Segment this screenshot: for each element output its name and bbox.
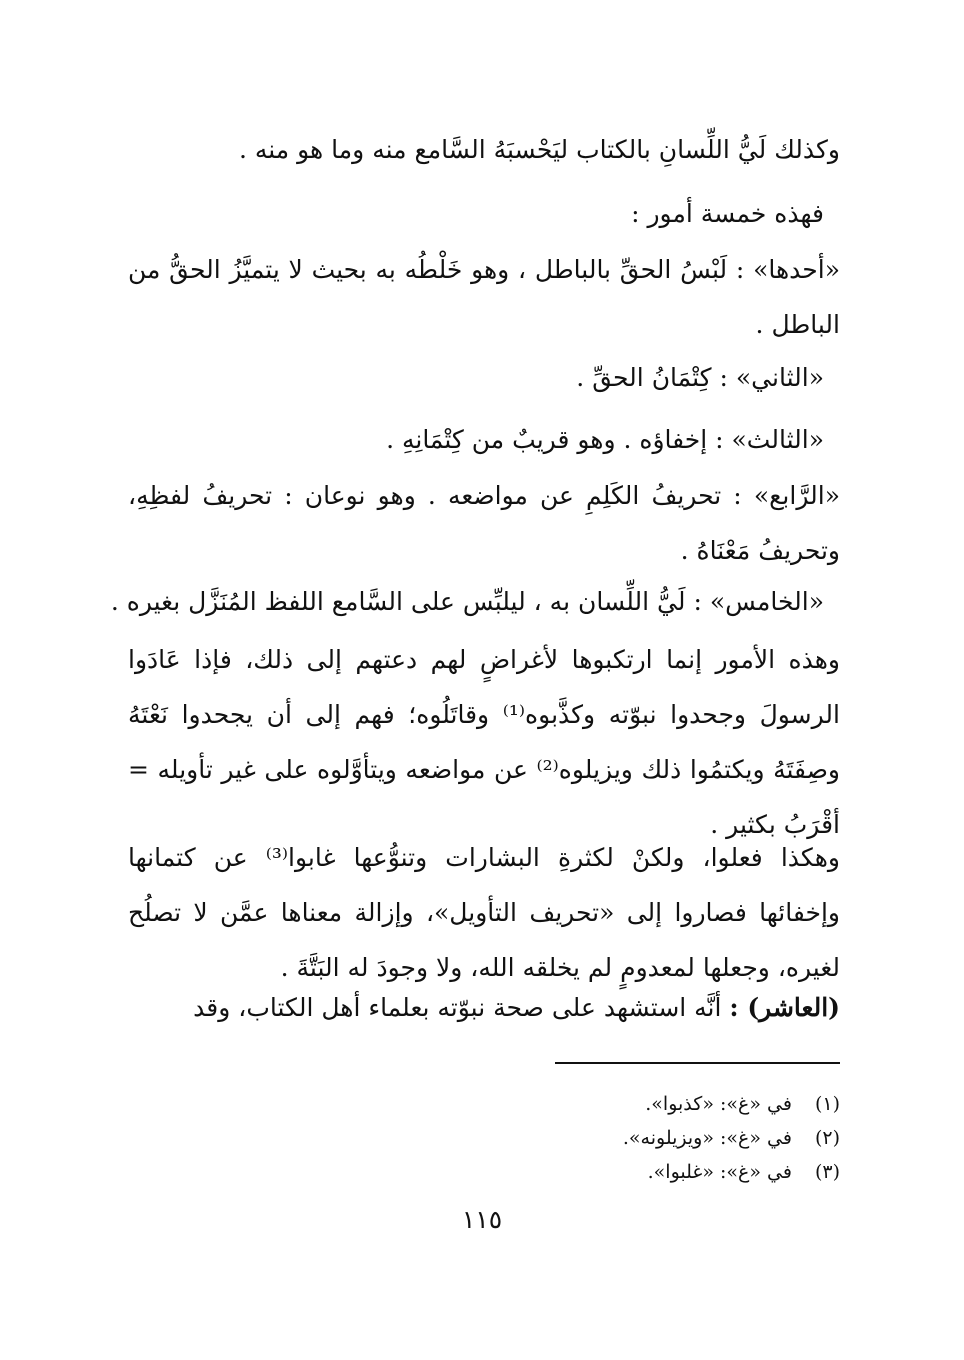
paragraph-6: «الرَّابع» : تحريفُ الكَلِمِ عن مواضعه . وهو نوعان : تحريفُ لفظِهِ، وتحريفُ مَعْنَاهُ . — [128, 481, 840, 565]
paragraph-8: وهذه الأمور إنما ارتكبوها لأغراضٍ لهم دعتهم إلى ذلك، فإذا عَادَوا الرسولَ وجحدوا نبوّته وكذَّبوه⁽¹⁾ وقاتَلُوه؛ فهم إلى أن يجحدوا نَعْتَهُ وصِفَتَهُ ويكتمُوا ذلك ويزيلوه⁽²⁾ عن مواضعه ويتأوَّلوه على غير تأويله = أقْرَبُ بكثير . — [128, 645, 840, 839]
paragraph-10-text: أنَّه استشهد على صحة نبوّته بعلماء أهل الكتاب، وقد — [193, 993, 722, 1022]
footnote-text: في «غ»: «ويزيلونه». — [622, 1127, 792, 1149]
footnote-number: (٢) — [814, 1127, 840, 1149]
footnote-3 — [400, 1156, 840, 1188]
footnote-separator — [555, 1062, 840, 1064]
page-number: ١١٥ — [461, 1205, 503, 1234]
paragraph-5: «الثالث» : إخفاؤه . وهو قريبٌ من كِتْمَانِهِ . — [386, 425, 824, 454]
section-heading: (العاشر) : — [729, 993, 840, 1022]
paragraph-10 — [128, 980, 840, 1035]
footnote-number: (٣) — [814, 1161, 840, 1183]
footnote-text: في «غ»: «كذبوا». — [645, 1093, 792, 1115]
footnote-text: في «غ»: «غلبوا». — [647, 1161, 792, 1183]
paragraph-1: وكذلك لَيُّ اللِّسانِ بالكتاب ليَحْسبَهُ السَّامع منه وما هو منه . — [238, 135, 840, 164]
footnote-1 — [400, 1088, 840, 1120]
paragraph-4: «الثاني» : كِتْمَانُ الحقِّ . — [576, 363, 824, 392]
footnote-2 — [400, 1122, 840, 1154]
footnote-number: (١) — [814, 1093, 840, 1115]
paragraph-3: «أحدها» : لَبْسُ الحقِّ بالباطل ، وهو خَلْطُه به بحيث لا يتميَّزُ الحقُّ من الباطل . — [128, 255, 840, 339]
paragraph-9: وهكذا فعلوا، ولكنْ لكثرةِ البشارات وتنوُّعها غابوا⁽³⁾ عن كتمانها وإخفائها فصاروا إلى «تحريف التأويل»، وإزالة معناها عمَّن لا تصلُح لغيره، وجعلها لمعدومٍ لم يخلقه الله، ولا وجودَ له البَتَّةَ . — [128, 843, 840, 982]
paragraph-2: فهذه خمسة أمور : — [631, 199, 824, 228]
paragraph-7: «الخامس» : لَيُّ اللِّسان به ، ليلبِّس على السَّامع اللفظ المُنَزَّل بغيره . — [110, 587, 824, 616]
